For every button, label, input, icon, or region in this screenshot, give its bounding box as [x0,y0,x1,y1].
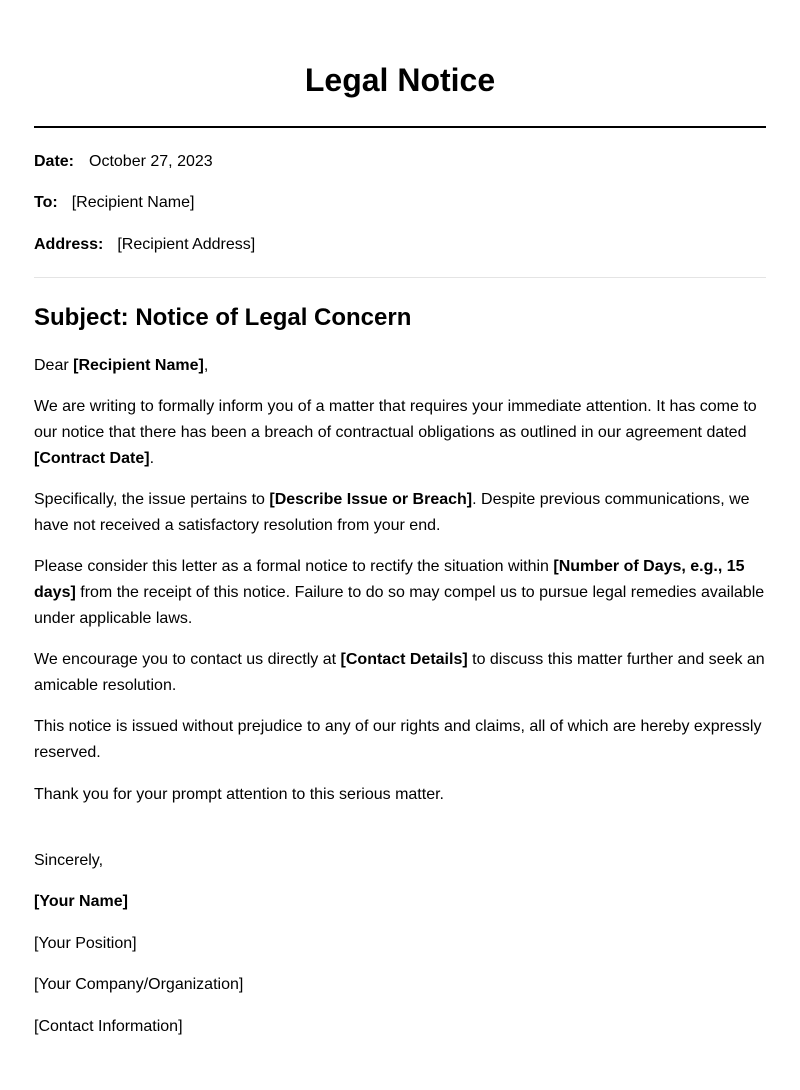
recipient-name-value: [Recipient Name] [71,194,195,211]
paragraph-thanks: Thank you for your prompt attention to this serious matter. [34,786,444,803]
greeting-name: [Recipient Name] [73,357,204,374]
signature-name: [Your Name] [34,893,128,910]
signature-position: [Your Position] [34,935,137,952]
greeting-suffix: , [203,357,209,374]
contract-date-placeholder: [Contract Date] [34,450,150,467]
date-label: Date: [34,153,75,170]
paragraph-text: We are writing to formally inform you of a matter that requires your immediate attention. It has come to our notice that there has been a breach of contractual obligations as outlined in our agreement dated [34,398,757,441]
paragraph-deadline [34,554,766,632]
subject-heading: Subject: Notice of Legal Concern [34,304,412,331]
address-row [34,235,255,255]
greeting [34,353,766,379]
recipient-row [34,193,194,213]
signature-company: [Your Company/Organization] [34,976,244,993]
address-value: [Recipient Address] [117,236,256,253]
paragraph-text: Specifically, the issue pertains to [34,491,270,508]
paragraph-text: . [149,450,155,467]
date-value: October 27, 2023 [89,153,213,170]
days-placeholder: [Number of Days, e.g., 15 days] [34,558,745,601]
header-divider [34,277,766,278]
contact-details-placeholder: [Contact Details] [340,651,468,668]
paragraph-without-prejudice: This notice is issued without prejudice to any of our rights and claims, all of which are hereby expressly reserved. [34,718,762,761]
issue-placeholder: [Describe Issue or Breach] [269,491,473,508]
greeting-prefix: Dear [34,357,74,374]
signature-contact: [Contact Information] [34,1018,183,1035]
paragraph-breach-notice [34,394,766,472]
paragraph-text: from the receipt of this notice. Failure to do so may compel us to pursue legal remedies available under applicable laws. [34,584,765,627]
paragraph-text: to discuss this matter further and seek an amicable resolution. [34,651,765,694]
paragraph-text: Please consider this letter as a formal notice to rectify the situation within [34,558,554,575]
address-label: Address: [34,236,104,253]
paragraph-text: . Despite previous communications, we have not received a satisfactory resolution from your end. [34,491,750,534]
signature-closing: Sincerely, [34,852,104,869]
date-row [34,152,213,172]
paragraph-contact [34,647,766,699]
paragraph-issue [34,487,766,539]
to-label: To: [34,194,58,211]
paragraph-text: We encourage you to contact us directly at [34,651,341,668]
title-divider [34,126,766,128]
document-title: Legal Notice [304,62,496,98]
